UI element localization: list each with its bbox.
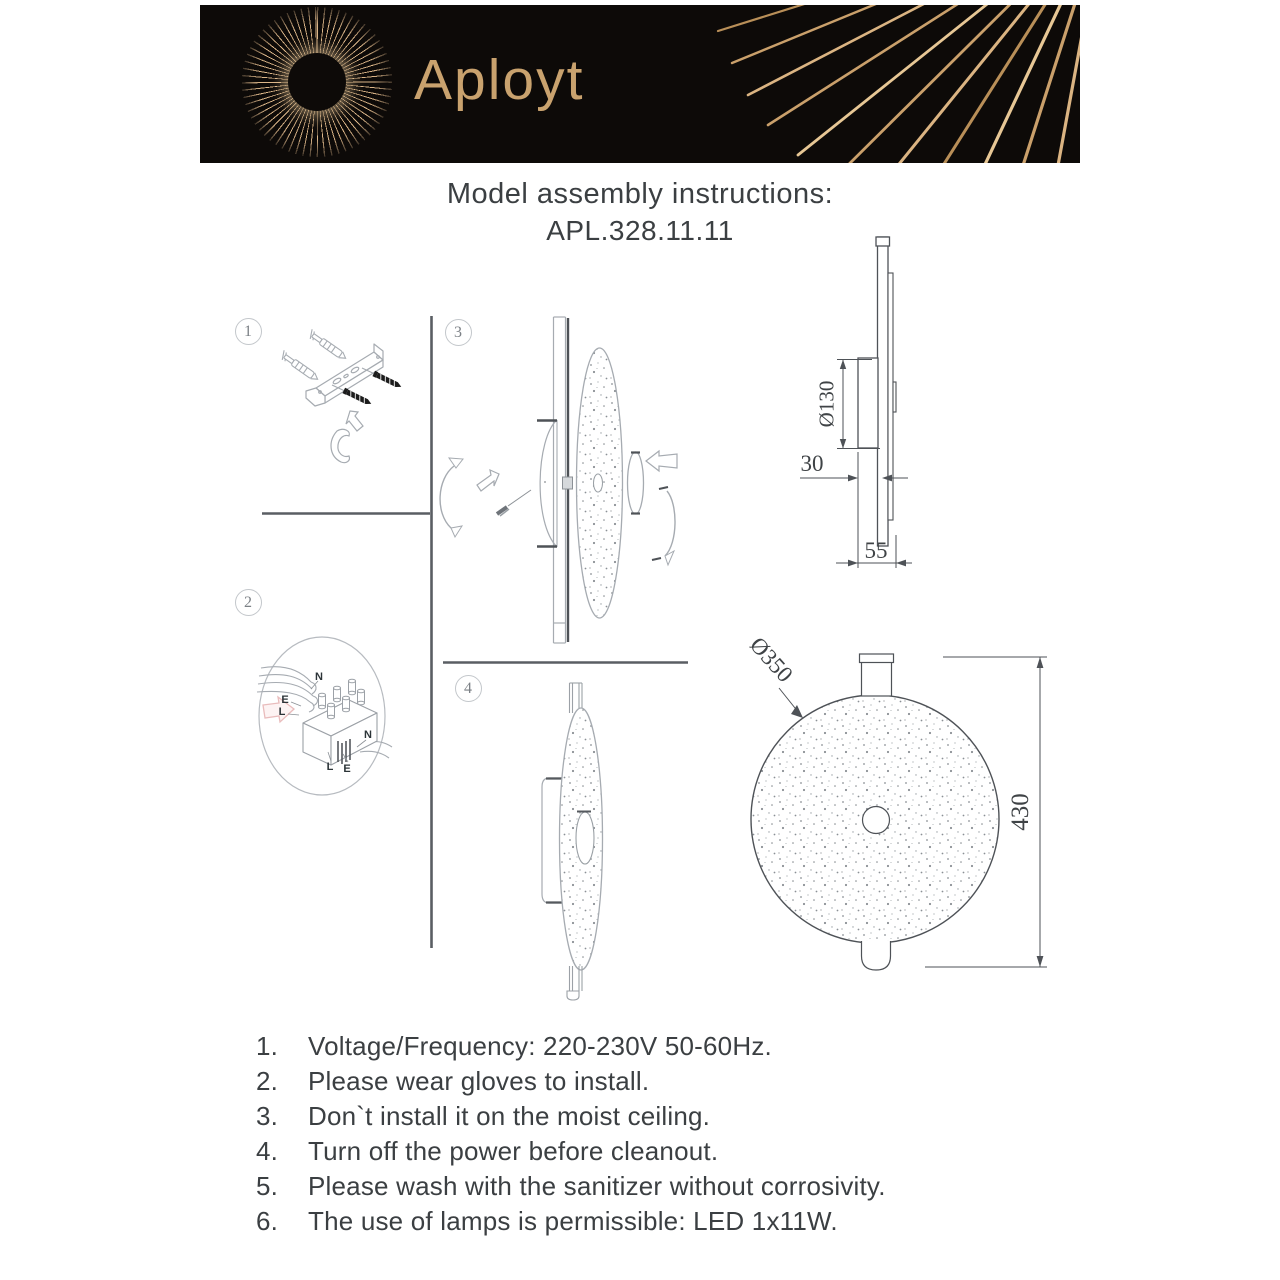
dimension-side-offset: 30	[800, 451, 824, 476]
instruction-item	[256, 1064, 1086, 1099]
wire-label-e-left: E	[281, 694, 289, 706]
front-view-drawing	[751, 654, 1047, 970]
instruction-item	[256, 1169, 1086, 1204]
instruction-item	[256, 1099, 1086, 1134]
step4-assembled-drawing	[542, 683, 603, 1000]
step-2-number: 2	[235, 589, 262, 616]
step1-bracket-drawing	[279, 329, 403, 462]
step-3-number: 3	[445, 319, 472, 346]
instruction-number: 6.	[256, 1206, 279, 1236]
model-number: APL.328.11.11	[546, 215, 734, 246]
instruction-number: 4.	[256, 1136, 279, 1166]
instruction-item	[256, 1029, 1086, 1064]
instruction-number: 3.	[256, 1101, 279, 1131]
wire-label-n-right: N	[364, 729, 372, 741]
instruction-text: Voltage/Frequency: 220-230V 50-60Hz.	[308, 1031, 772, 1061]
instructions-list	[256, 1029, 1086, 1239]
dimension-front-diameter: Ø350	[744, 632, 798, 688]
instruction-text: Please wash with the sanitizer without corrosivity.	[308, 1171, 886, 1201]
instruction-item	[256, 1204, 1086, 1239]
wire-label-n-top: N	[315, 671, 323, 683]
page-title: Model assembly instructions:	[446, 178, 834, 210]
wire-label-l-bottom: L	[326, 761, 334, 773]
brand-logo-text: Aployt	[414, 48, 585, 112]
panel-dividers	[262, 316, 688, 948]
step-4-number: 4	[455, 675, 482, 702]
step3-exploded-drawing	[440, 317, 677, 643]
step2-wiring-drawing	[257, 637, 392, 795]
instruction-text: Don`t install it on the moist ceiling.	[308, 1101, 711, 1131]
dimension-side-diameter: Ø130	[814, 380, 839, 428]
instruction-text: Please wear gloves to install.	[308, 1066, 650, 1096]
instruction-number: 5.	[256, 1171, 279, 1201]
instruction-item	[256, 1134, 1086, 1169]
dimension-front-height: 430	[1007, 793, 1034, 831]
instruction-number: 1.	[256, 1031, 279, 1061]
dimension-side-depth: 55	[864, 538, 888, 563]
step-1-number: 1	[235, 318, 262, 345]
wire-label-l-left: L	[278, 706, 286, 718]
instruction-text: The use of lamps is permissible: LED 1x11W.	[308, 1206, 838, 1236]
wire-label-e-bottom: E	[343, 763, 351, 775]
instruction-number: 2.	[256, 1066, 279, 1096]
instruction-text: Turn off the power before cleanout.	[308, 1136, 719, 1166]
